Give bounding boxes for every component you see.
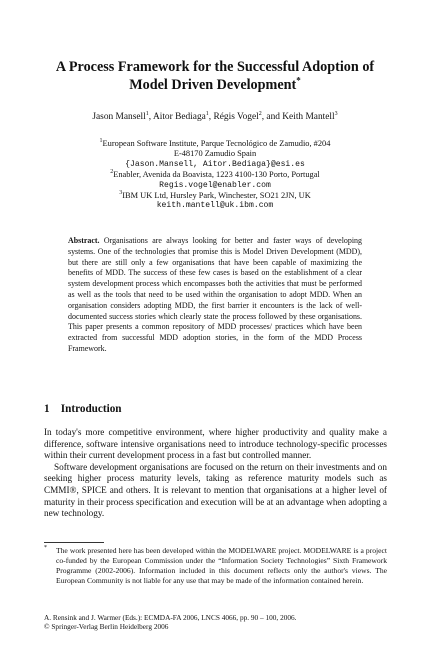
abstract-text: Organisations are always looking for better and faster ways of developing systems. One of the technologies that promise this is Model Driven Development (MDD), but there are still only a few organisations that have been capable of maximizing the benefits of MDD. The success of these few cases is based on the establishment of a clear system development process which encompasses both the activities that must be performed as well as the tools that need to be used within the organisation to adopt MDD. When an organisation considers adopting MDD, the first barrier it encounters is the lack of well-documented success stories which clearly state the process followed by these organisations. This paper presents a common repository of MDD processes/ practices which have been extracted from successful MDD adoption stories, in the form of the MDD Process Framework. <box>68 236 362 353</box>
author-affil-mark: 1 <box>205 110 209 117</box>
section-number: 1 <box>44 403 50 415</box>
author-name: and Keith Mantell <box>266 112 335 122</box>
affiliation-2-email: Regis.vogel@enabler.com <box>159 180 271 190</box>
section-title: Introduction <box>60 403 122 415</box>
affiliation-1-city: E-48170 Zamudio Spain <box>173 149 257 159</box>
affiliation-3-email: keith.mantell@uk.ibm.com <box>156 201 274 211</box>
affiliation-mark: 3 <box>119 190 123 197</box>
affiliation-1 <box>40 139 390 149</box>
title-line-2: Model Driven Development <box>129 77 297 93</box>
author-affil-mark: 3 <box>334 110 338 117</box>
footnote-text: The work presented here has been developed within the MODELWARE project. MODELWARE is a project co-funded by the European Commission under the “Information Society Technologies” Sixth Framework Programme (2002-2006). Information included in this document reflects only the author's views. The European Community is not liable for any use that may be made of the information contained herein. <box>56 546 387 585</box>
footnote-divider <box>44 542 104 543</box>
author-list: Jason Mansell$^1$, Aitor Bediaga$^1$, Régis Vogel$^2$, and Keith Mantell$^3$ <box>92 110 338 122</box>
author-name: Aitor Bediaga <box>152 112 206 122</box>
affiliations <box>40 139 390 212</box>
affiliation-address: IBM UK Ltd, Hursley Park, Winchester, SO21 2JN, UK <box>122 191 311 201</box>
affiliation-2 <box>40 170 390 180</box>
affiliation-mark: 2 <box>110 169 114 176</box>
footnote <box>44 546 387 586</box>
bibliographic-info <box>44 613 387 632</box>
affiliation-3 <box>40 191 390 201</box>
proceedings-citation: A. Rensink and J. Warmer (Eds.): ECMDA-FA 2006, LNCS 4066, pp. 90 – 100, 2006. <box>44 613 297 622</box>
copyright-notice: © Springer-Verlag Berlin Heidelberg 2006 <box>44 622 169 632</box>
body-paragraph: In today's more competitive environment, where higher productivity and quality make a difference, software intensive organisations need to introduce technology-specific processes within their current development process in a fast but controlled manner. <box>44 427 387 461</box>
affiliation-1-email: {Jason.Mansell, Aitor.Bediaga}@esi.es <box>125 159 305 169</box>
abstract-label: Abstract. <box>68 236 100 245</box>
body-paragraph: Software development organisations are focused on the return on their investments and on seeking higher process maturity levels, taking as reference maturity models such as CMMI®, SPICE and others. It is relevant to mention that organisations at a higher level of maturity in their process specification and execution will be at an advantage when adopting a new technology. <box>44 461 387 519</box>
affiliation-mark: 1 <box>99 138 103 145</box>
author-name: Régis Vogel <box>213 112 259 122</box>
paper-title <box>30 58 400 94</box>
author-affil-mark: 1 <box>145 110 149 117</box>
section-body <box>44 427 387 520</box>
author-affil-mark: 2 <box>258 110 262 117</box>
abstract <box>68 236 362 355</box>
section-heading <box>44 402 384 416</box>
affiliation-address: European Software Institute, Parque Tecnológico de Zamudio, #204 <box>102 139 331 148</box>
title-footnote-mark: * <box>296 75 301 86</box>
title-line-1: A Process Framework for the Successful Adoption of <box>55 59 375 75</box>
footnote-mark: * <box>44 545 47 551</box>
author-name: Jason Mansell <box>92 112 146 122</box>
affiliation-address: Enabler, Avenida da Boavista, 1223 4100-130 Porto, Portugal <box>113 170 320 180</box>
